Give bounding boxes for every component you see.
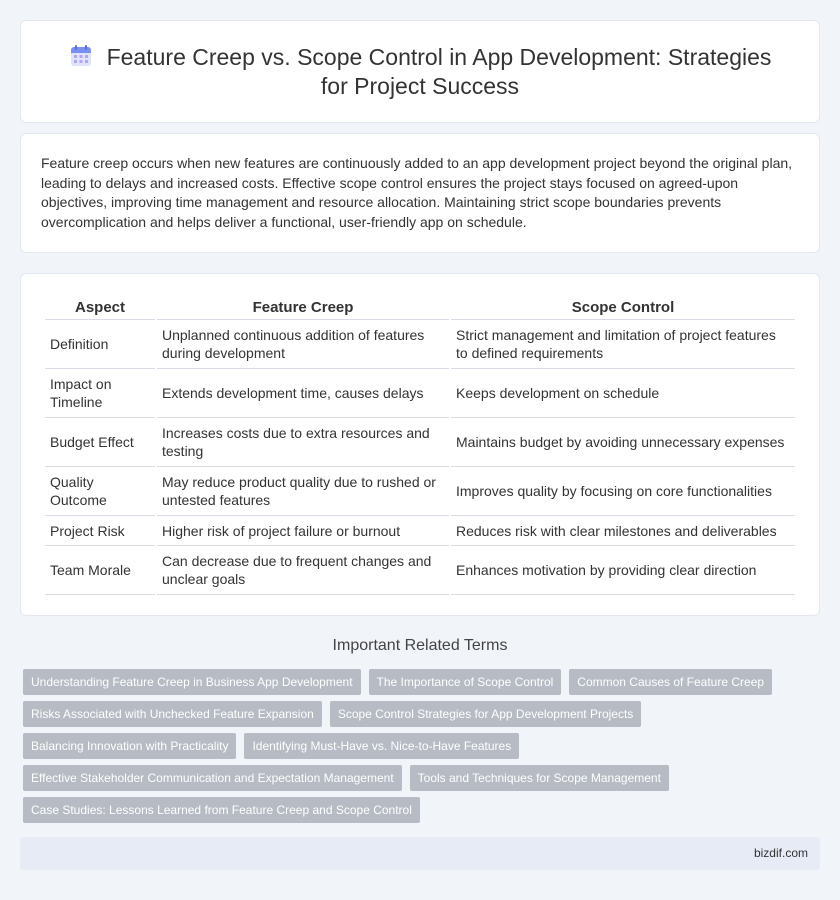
cell-scope-control: Strict management and limitation of project features to defined requirements (451, 320, 795, 369)
calendar-icon (69, 44, 93, 68)
table-row (45, 320, 795, 369)
comparison-table (43, 290, 797, 595)
related-term-tag[interactable]: Tools and Techniques for Scope Management (410, 765, 669, 791)
cell-aspect: Quality Outcome (45, 467, 155, 516)
cell-aspect: Budget Effect (45, 418, 155, 467)
cell-feature-creep: Can decrease due to frequent changes and unclear goals (157, 546, 449, 595)
header-aspect: Aspect (45, 290, 155, 320)
cell-feature-creep: Higher risk of project failure or burnout (157, 516, 449, 546)
related-term-tag[interactable]: Risks Associated with Unchecked Feature Expansion (23, 701, 322, 727)
cell-feature-creep: Increases costs due to extra resources and testing (157, 418, 449, 467)
related-term-tag[interactable]: Scope Control Strategies for App Development Projects (330, 701, 642, 727)
table-row (45, 369, 795, 418)
related-term-tag[interactable]: Effective Stakeholder Communication and Expectation Management (23, 765, 402, 791)
footer-site-link[interactable]: bizdif.com (753, 846, 808, 860)
table-row (45, 546, 795, 595)
related-term-tag[interactable]: Common Causes of Feature Creep (569, 669, 772, 695)
related-term-tag[interactable]: Identifying Must-Have vs. Nice-to-Have Features (244, 733, 519, 759)
cell-scope-control: Reduces risk with clear milestones and deliverables (451, 516, 795, 546)
cell-aspect: Project Risk (45, 516, 155, 546)
cell-feature-creep: May reduce product quality due to rushed or untested features (157, 467, 449, 516)
page-title-text: Feature Creep vs. Scope Control in App Development: Strategies for Project Success (106, 44, 772, 99)
table-row (45, 516, 795, 546)
cell-feature-creep: Extends development time, causes delays (157, 369, 449, 418)
cell-feature-creep: Unplanned continuous addition of features during development (157, 320, 449, 369)
table-row (45, 418, 795, 467)
table-header-row (45, 290, 795, 320)
intro-card (20, 133, 820, 253)
cell-aspect: Impact on Timeline (45, 369, 155, 418)
footer (20, 837, 820, 870)
related-term-tag[interactable]: Balancing Innovation with Practicality (23, 733, 236, 759)
table-row (45, 467, 795, 516)
comparison-table-card (20, 273, 820, 616)
intro-paragraph: Feature creep occurs when new features are continuously added to an app development project beyond the original plan, leading to delays and increased costs. Effective scope control ensures the project stays focused on agreed-upon objectives, improving time management and resource allocation. Maintaining strict scope boundaries prevents overcomplication and helps deliver a functional, user-friendly app on schedule. (41, 155, 793, 230)
cell-aspect: Definition (45, 320, 155, 369)
cell-scope-control: Keeps development on schedule (451, 369, 795, 418)
related-term-tag[interactable]: Case Studies: Lessons Learned from Feature Creep and Scope Control (23, 797, 420, 823)
title-card (20, 20, 820, 123)
related-terms-tags (23, 669, 803, 823)
page-title (61, 43, 779, 101)
related-term-tag[interactable]: Understanding Feature Creep in Business App Development (23, 669, 361, 695)
header-scope-control: Scope Control (451, 290, 795, 320)
cell-scope-control: Enhances motivation by providing clear direction (451, 546, 795, 595)
header-feature-creep: Feature Creep (157, 290, 449, 320)
related-term-tag[interactable]: The Importance of Scope Control (369, 669, 562, 695)
related-terms-title: Important Related Terms (332, 637, 508, 654)
cell-scope-control: Improves quality by focusing on core functionalities (451, 467, 795, 516)
cell-scope-control: Maintains budget by avoiding unnecessary expenses (451, 418, 795, 467)
cell-aspect: Team Morale (45, 546, 155, 595)
